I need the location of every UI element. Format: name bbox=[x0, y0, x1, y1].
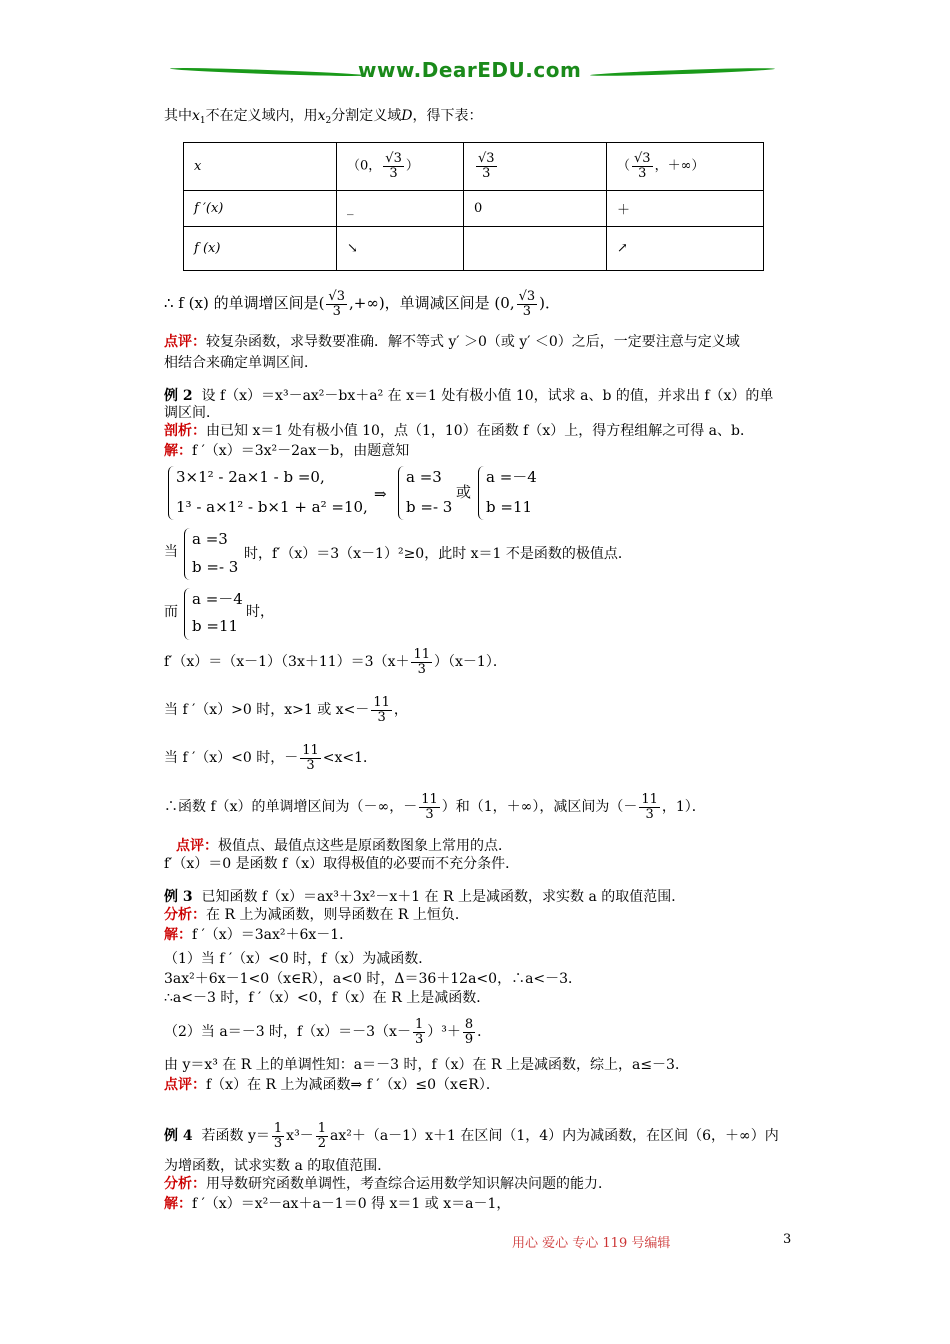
table-cell bbox=[464, 227, 607, 271]
example-3-solution: 解：f ′（x）＝3ax²＋6x－1． bbox=[164, 927, 354, 943]
example-3-analysis: 分析：在 R 上为减函数，则导函数在 R 上恒负． bbox=[164, 907, 469, 923]
table-row bbox=[184, 143, 764, 191]
comment-2-line2: f′（x）＝0 是函数 f（x）取得极值的必要而不充分条件． bbox=[164, 856, 520, 872]
derivative-factored: f′（x）＝（x－1）（3x＋11）＝3（x＋ $\frac{11}{3}$ ）（x－1）． bbox=[164, 647, 507, 677]
table-cell: ＋ bbox=[607, 191, 764, 227]
when-1-a: a =3 bbox=[192, 530, 228, 548]
example-2-line1: 例 2 设 f（x）＝x³－ax²－bx＋a² 在 x＝1 处有极小值 10，试求 a、b 的值，并求出 f（x）的单 bbox=[164, 388, 774, 404]
brace bbox=[184, 588, 191, 640]
table-row bbox=[184, 227, 764, 271]
page-number: 3 bbox=[783, 1232, 792, 1247]
when-1-text: 时，f′（x）＝3（x－1）²≥0，此时 x＝1 不是函数的极值点． bbox=[244, 546, 632, 562]
example-4-line2: 为增函数，试求实数 a 的取值范围． bbox=[164, 1158, 392, 1174]
solution-2b: b =11 bbox=[486, 498, 533, 516]
comment-1-line2: 相结合来确定单调区间． bbox=[164, 355, 318, 371]
example-3-case1: （1）当 f ′（x）<0 时，f（x）为减函数． bbox=[164, 951, 433, 967]
table-cell: ↗ bbox=[607, 227, 764, 271]
brace bbox=[184, 528, 191, 580]
implies-arrow: ⇒ bbox=[374, 485, 387, 503]
table-cell: ↘ bbox=[337, 227, 464, 271]
brace bbox=[478, 466, 485, 520]
example-3-summary: 由 y＝x³ 在 R 上的单调性知：a＝－3 时，f（x）在 R 上是减函数，综上，a≤－3． bbox=[164, 1057, 689, 1073]
table-cell: f ′(x) bbox=[184, 191, 337, 227]
solution-1a: a =3 bbox=[406, 468, 442, 486]
example-4-analysis: 分析：用导数研究函数单调性，考查综合运用数学知识解决问题的能力． bbox=[164, 1176, 612, 1192]
brace bbox=[398, 466, 405, 520]
solution-2a: a =－4 bbox=[486, 468, 537, 486]
when-2-text: 时， bbox=[246, 604, 274, 620]
table-row bbox=[184, 191, 764, 227]
when-2-a: a =－4 bbox=[192, 590, 243, 608]
comment-1-line1: 点评：较复杂函数，求导数要准确．解不等式 y′ ＞0（或 y′ ＜0）之后，一定要注意与定义域 bbox=[164, 334, 740, 350]
table-cell: $\frac{√3}{3}$ bbox=[464, 143, 607, 191]
example-2-solution: 解：f ′（x）＝3x²－2ax－b，由题意知 bbox=[164, 443, 410, 459]
header-line-right bbox=[590, 67, 775, 77]
solution-1b: b =- 3 bbox=[406, 498, 453, 516]
brace bbox=[168, 466, 175, 520]
site-logo[interactable]: www.DearEDU.com bbox=[358, 58, 582, 82]
derivative-positive: 当 f ′（x）>0 时，x>1 或 x<－ $\frac{11}{3}$ ， bbox=[164, 695, 408, 725]
table-cell: _ bbox=[337, 191, 464, 227]
example-3-case2: （2）当 a＝－3 时，f（x）＝－3（x－ $\frac{1}{3}$ ）³＋ $\frac{8}{9}$ ． bbox=[164, 1017, 492, 1047]
example-3-case1-ineq: 3ax²＋6x－1<0（x∈R），a<0 时，Δ＝36＋12a<0，∴a<－3． bbox=[164, 971, 583, 987]
header-line-left bbox=[170, 67, 365, 78]
table-cell: （ $\frac{√3}{3}$ ，＋∞） bbox=[607, 143, 764, 191]
mono-conclusion: ∴ f (x) 的单调增区间是( $\frac{√3}{3}$ ,+∞)，单调减区间是 (0, $\frac{√3}{3}$ )． bbox=[164, 289, 561, 319]
example-2-analysis: 剖析：由已知 x＝1 处有极小值 10，点（1，10）在函数 f（x）上，得方程组解之可得 a、b． bbox=[164, 423, 754, 439]
example-3-line1: 例 3 已知函数 f（x）＝ax³＋3x²－x＋1 在 R 上是减函数，求实数 a 的取值范围． bbox=[164, 889, 686, 905]
equation-2: 1³ - a×1² - b×1 + a² =10, bbox=[176, 498, 368, 516]
or-text: 或 bbox=[456, 483, 472, 501]
when-1-b: b =- 3 bbox=[192, 558, 239, 576]
example-4-line1: 例 4 若函数 y＝ $\frac{1}{3}$ x³－ $\frac{1}{2}$ ax²＋（a－1）x＋1 在区间（1，4）内为减函数，在区间（6，＋∞）内 bbox=[164, 1121, 779, 1151]
footer-text: 用心 爱心 专心 119 号编辑 bbox=[512, 1236, 671, 1251]
when-2-prefix: 而 bbox=[164, 604, 178, 620]
equation-1: 3×1² - 2a×1 - b =0, bbox=[176, 468, 325, 486]
monotonicity-table bbox=[183, 142, 764, 271]
when-1-prefix: 当 bbox=[164, 544, 178, 560]
interval-conclusion: ∴函数 f（x）的单调增区间为（－∞，－ $\frac{11}{3}$ ）和（1，＋∞），减区间为（－ $\frac{11}{3}$ ，1）． bbox=[164, 792, 706, 822]
table-cell: 0 bbox=[464, 191, 607, 227]
table-cell: f (x) bbox=[184, 227, 337, 271]
example-4-solution: 解：f ′（x）＝x²－ax＋a－1＝0 得 x＝1 或 x＝a－1， bbox=[164, 1196, 511, 1212]
example-3-case1-conc: ∴a<－3 时，f ′（x）<0，f（x）在 R 上是减函数． bbox=[164, 990, 491, 1006]
example-2-line2: 调区间． bbox=[164, 405, 220, 421]
when-2-b: b =11 bbox=[192, 617, 239, 635]
intro-text: 其中$x_1$不在定义域内，用$x_2$分割定义域D，得下表： bbox=[164, 108, 483, 126]
derivative-negative: 当 f ′（x）<0 时，－ $\frac{11}{3}$ <x<1． bbox=[164, 743, 378, 773]
table-cell: x bbox=[184, 143, 337, 191]
example-3-comment: 点评：f（x）在 R 上为减函数⇒ f ′（x）≤0（x∈R）． bbox=[164, 1077, 500, 1093]
comment-2-line1: 点评：极值点、最值点这些是原函数图象上常用的点． bbox=[176, 838, 512, 854]
table-cell: （0， $\frac{√3}{3}$ ） bbox=[337, 143, 464, 191]
